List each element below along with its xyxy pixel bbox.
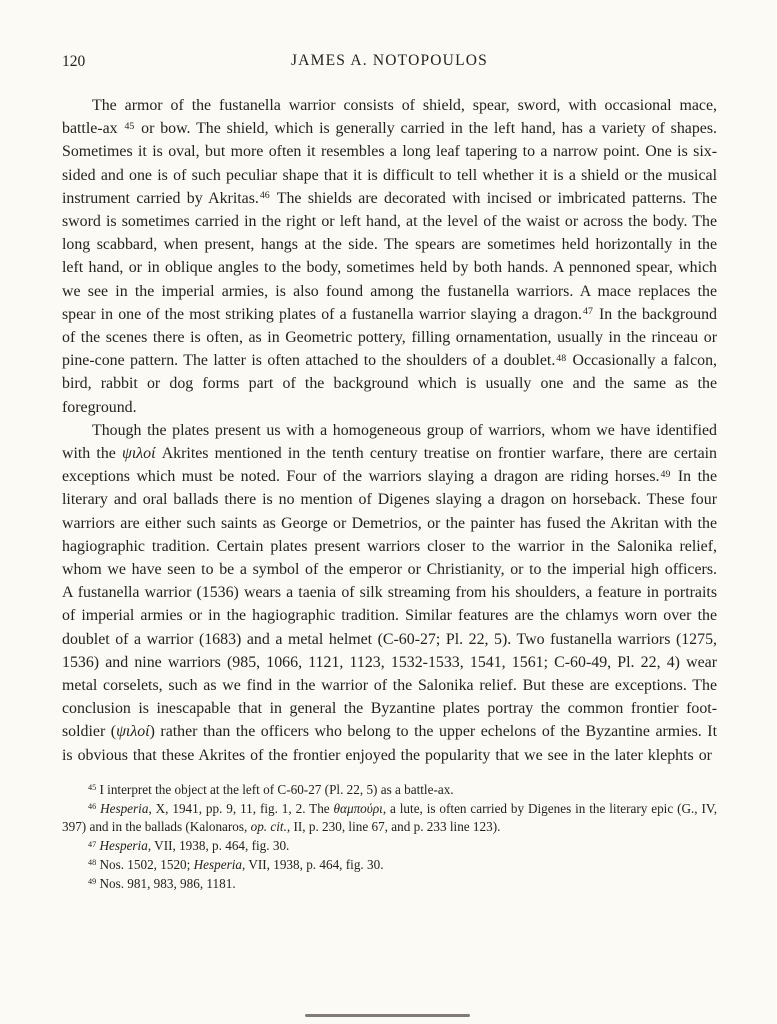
italic-text: ψιλοί — [116, 723, 150, 741]
footnote-ref: 49 — [88, 877, 97, 887]
italic-text: θαμπούρι — [333, 800, 383, 816]
italic-text: ψιλοί — [122, 445, 156, 463]
footnote-ref: 49 — [660, 468, 671, 480]
footnotes — [62, 781, 717, 894]
footnote-ref: 47 — [583, 306, 593, 318]
page-content — [62, 52, 717, 894]
italic-text: Hesperia — [193, 857, 242, 873]
footnote-ref: 45 — [88, 783, 97, 793]
footnote: $^{49}$ Nos. 981, 983, 986, 1181. — [88, 875, 236, 891]
footnote-ref: 46 — [259, 190, 270, 202]
page-header — [62, 52, 717, 74]
footnote-ref: 48 — [556, 352, 567, 364]
scan-artifact-line — [305, 1014, 470, 1017]
body-paragraph: The armor of the fustanella warrior consists of shield, spear, sword, with occasional mace, battle-ax $^{45}$ or bow. The shield, which is generally carried in the left hand, has a variety of shapes. Sometimes it is oval, but more often it resembles a long leaf tapering to a narrow point. One is six-sided and one is of such peculiar shape that it is difficult to tell whether it is a shield or the musical instrument carried by Akritas.$^{46}$ The shields are decorated with incised or imbricated patterns. The sword is sometimes carried in the right or left hand, at the level of the waist or across the body. The long scabbard, when present, hangs at the side. The spears are sometimes held horizontally in the left hand, or in oblique angles to the body, sometimes held by both hands. A pennoned spear, which we see in the imperial armies, is also found among the fustanella warriors. A mace replaces the spear in one of the most striking plates of a fustanella warrior slaying a dragon.$^{47}$ In the background of the scenes there is often, as in Geometric pottery, filling ornamentation, usually in the rinceau or pine-cone pattern. The latter is often attached to the shoulders of a doublet.$^{48}$ Occasionally a falcon, bird, rabbit or dog forms part of the background which is usually one and the same as the foreground. — [62, 97, 717, 416]
footnote: $^{47}$ Hesperia, VII, 1938, p. 464, fig. 30. — [88, 838, 290, 854]
body-text — [62, 94, 717, 767]
footnote: $^{46}$ Hesperia, X, 1941, pp. 9, 11, fig. 1, 2. The θαμπούρι, a lute, is often carried by Digenes in the literary epic (G., IV, 397) and in the ballads (Kalonaros, op. cit., II, p. 230, line 67, and p. 233 line 123). — [62, 800, 718, 835]
footnote-ref: 46 — [88, 802, 97, 812]
footnote-ref: 48 — [88, 858, 97, 868]
footnote: $^{48}$ Nos. 1502, 1520; Hesperia, VII, 1938, p. 464, fig. 30. — [88, 857, 384, 873]
italic-text: Hesperia — [99, 838, 148, 854]
italic-text: op. cit. — [250, 819, 287, 835]
footnote-ref: 45 — [124, 120, 135, 132]
body-paragraph: Though the plates present us with a homogeneous group of warriors, whom we have identified with the ψιλοί Akrites mentioned in the tenth century treatise on frontier warfare, there are certain exceptions which must be noted. Four of the warriors slaying a dragon are riding horses.$^{49}$ In the literary and oral ballads there is no mention of Digenes slaying a dragon on horseback. These four warriors are either such saints as George or Demetrios, or the painter has fused the Akritan with the hagiographic tradition. Certain plates present warriors closer to the warrior in the Salonika relief, whom we have seen to be a symbol of the emperor or Christianity, or to the imperial high officers. A fustanella warrior (1536) wears a taenia of silk streaming from his shoulders, a feature in portraits of imperial armies or in the hagiographic tradition. Similar features are the chlamys worn over the doublet of a warrior (1683) and a metal helmet (C-60-27; Pl. 22, 5). Two fustanella warriors (1275, 1536) and nine warriors (985, 1066, 1121, 1123, 1532-1533, 1541, 1561; C-60-49, Pl. 22, 4) wear metal corselets, such as we find in the warrior of the Salonika relief. But these are exceptions. The conclusion is inescapable that in general the Byzantine plates portray the common frontier foot-soldier (ψιλοί) rather than the officers who belong to the upper echelons of the Byzantine armies. It is obvious that these Akrites of the frontier enjoyed the popularity that we see in the later klephts or — [62, 421, 717, 764]
footnote: $^{45}$ I interpret the object at the left of C-60-27 (Pl. 22, 5) as a battle-ax. — [88, 781, 454, 797]
footnote-ref: 47 — [88, 839, 97, 849]
running-header: JAMES A. NOTOPOULOS — [291, 52, 488, 69]
page-number: 120 — [62, 53, 86, 70]
italic-text: Hesperia — [100, 800, 149, 816]
